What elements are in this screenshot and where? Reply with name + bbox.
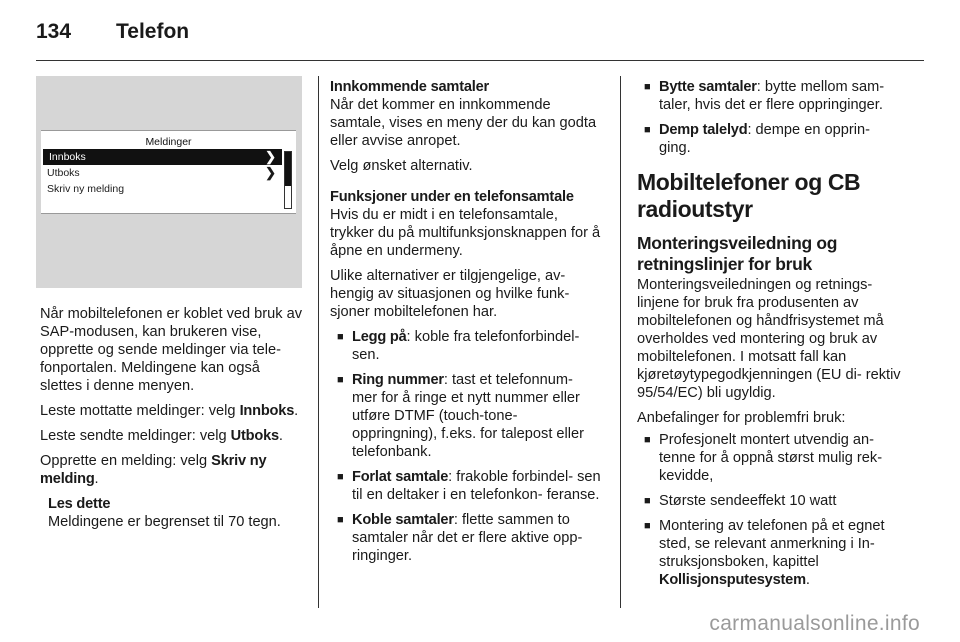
description: : bytte mellom sam- taler, hvis det er flere oppringinger. <box>659 79 885 113</box>
description: : frakoble forbindel- sen til en deltaker i en telefonkon- feranse. <box>352 469 601 503</box>
description: : dempe en opprin- ging. <box>659 122 870 156</box>
messages-screen <box>41 130 296 214</box>
menu-item-utboks <box>41 165 282 181</box>
column-divider-2 <box>620 76 621 608</box>
heading-call-functions: Funksjoner under en telefonsamtale <box>330 189 574 205</box>
note-title: Les dette <box>48 496 111 512</box>
outbox-instruction <box>40 427 306 445</box>
list-item <box>330 468 602 504</box>
text: Leste sendte meldinger: velg <box>40 428 231 444</box>
list-item <box>637 78 905 114</box>
heading-incoming-calls: Innkommende samtaler <box>330 79 490 95</box>
page-header <box>36 20 189 48</box>
column-3 <box>637 78 905 596</box>
term: Bytte samtaler <box>659 79 757 95</box>
watermark: carmanualsonline.info <box>709 612 920 635</box>
list-item: ■ Største sendeeffekt 10 watt <box>637 492 905 510</box>
list-item <box>637 121 905 157</box>
description: : flette sammen to samtaler når det er flere aktive opp- ringinger. <box>352 512 583 564</box>
chevron-right-icon: ❯ <box>265 165 276 180</box>
screen-title: Meldinger <box>145 136 192 148</box>
create-instruction <box>40 452 306 488</box>
menu-item-label: Innboks <box>49 151 86 163</box>
options-paragraph: Ulike alternativer er tilgjengelige, av- hengig av situasjonen og hvilke funk- sjoner mobiltelefonen har. <box>330 268 570 320</box>
list-item <box>637 517 905 589</box>
text: Opprette en melding: velg <box>40 453 212 469</box>
chapter-ref: Kollisjonsputesystem <box>659 572 806 588</box>
intro-paragraph: Når mobiltelefonen er koblet ved bruk av SAP-modusen, kan brukeren vise, opprette og sende meldinger via tele- fonportalen. Meldingene kan også slettes i denne menyen. <box>40 306 303 394</box>
description: : koble fra telefonforbindel- sen. <box>352 329 580 363</box>
column-divider-1 <box>318 76 319 608</box>
header-rule <box>36 60 924 61</box>
column-2 <box>330 78 602 572</box>
menu-ref-innboks: Innboks <box>239 403 295 419</box>
subsection-heading: Monteringsveiledning og retningslinjer for bruk <box>637 233 838 274</box>
section-heading: Mobiltelefoner og CB radioutstyr <box>637 169 861 222</box>
menu-item-label: Skriv ny melding <box>47 183 125 195</box>
functions-paragraph: Hvis du er midt i en telefonsamtale, trykker du på multifunksjonsknappen for å åpne en undermeny. <box>330 207 601 259</box>
term: Forlat samtale <box>352 469 449 485</box>
term: Ring nummer <box>352 372 444 388</box>
page-number: 134 <box>36 20 72 43</box>
column-1 <box>40 76 306 531</box>
recommendations-list <box>637 431 905 589</box>
text: . <box>94 471 99 487</box>
menu-item-label: Utboks <box>47 167 80 179</box>
call-options-list <box>330 328 602 565</box>
term: Demp talelyd <box>659 122 748 138</box>
text: Leste mottatte meldinger: velg <box>40 403 240 419</box>
inbox-instruction <box>40 402 306 420</box>
guide-paragraph: Monteringsveiledningen og retnings- linjene for bruk fra produsenten av mobiltelefonen og håndfrisystemet må overholdes ved montering og bruk av mobiltelefonen. I motsatt fall kan kjøretøytypegodkjenningen (EU di- rektiv 95/54/EC) bli ugyldig. <box>637 277 901 401</box>
menu-ref-utboks: Utboks <box>230 428 279 444</box>
scrollbar-thumb <box>285 152 291 186</box>
note-box <box>48 495 306 531</box>
chevron-right-icon: ❯ <box>265 149 276 164</box>
text: . <box>294 403 299 419</box>
incoming-paragraph: Når det kommer en innkommende samtale, vises en meny der du kan godta eller avvise anropet. <box>330 97 597 149</box>
select-paragraph: Velg ønsket alternativ. <box>330 158 473 174</box>
scrollbar <box>284 151 292 209</box>
text: . <box>278 428 283 444</box>
list-item <box>330 511 602 565</box>
list-item: ■ Profesjonelt montert utvendig an- tenne for å oppnå størst mulig rek- kevidde, <box>637 431 905 485</box>
text: . <box>805 572 810 588</box>
menu-ref-skriv-ny-melding: Skriv ny melding <box>40 453 267 487</box>
note-text: Meldingene er begrenset til 70 tegn. <box>48 514 281 530</box>
call-options-list-cont <box>637 78 905 157</box>
text: Montering av telefonen på et egnet sted, se relevant anmerkning i In- struksjonsboken, kapittel <box>659 518 885 570</box>
recommend-paragraph: Anbefalinger for problemfri bruk: <box>637 410 846 426</box>
list-item <box>330 371 602 461</box>
menu-item-skriv-ny-melding <box>41 181 282 197</box>
menu-item-innboks <box>43 149 282 165</box>
display-screenshot <box>36 76 302 288</box>
list-item <box>330 328 602 364</box>
description: : tast et telefonnum- mer for å ringe et nytt nummer eller utføre DTMF (touch-tone- oppringning), f.eks. for talepost eller telefonbank. <box>352 372 585 460</box>
term: Koble samtaler <box>352 512 454 528</box>
chapter-title: Telefon <box>116 20 190 43</box>
term: Legg på <box>352 329 407 345</box>
